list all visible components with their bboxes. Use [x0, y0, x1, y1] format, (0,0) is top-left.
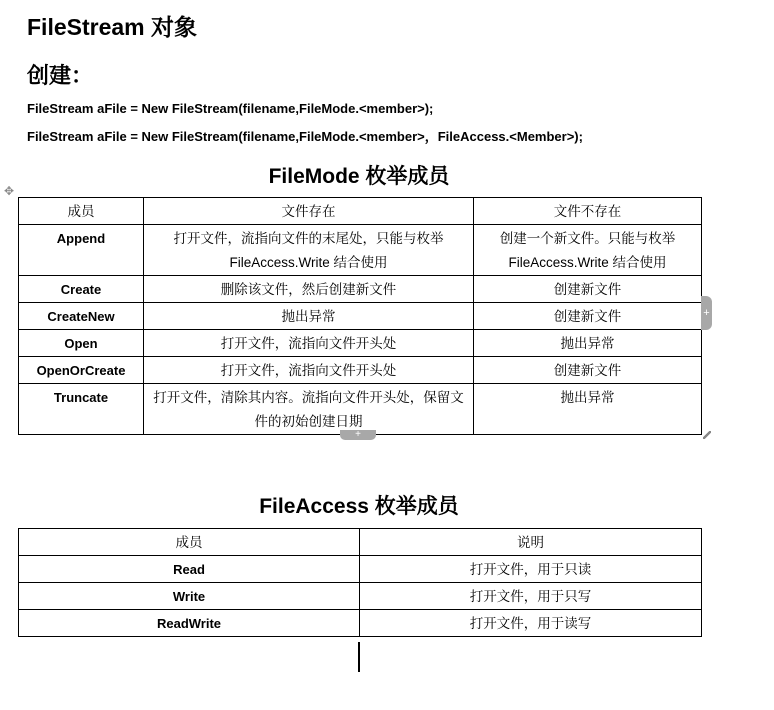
table-row [19, 225, 702, 276]
table-row [19, 330, 702, 357]
page-title: FileStream 对象 [27, 14, 197, 40]
table-row [19, 303, 702, 330]
member-cell: Open [19, 330, 144, 357]
fileaccess-table [18, 528, 702, 637]
not-exists-cell: 创建一个新文件。只能与枚举 FileAccess.Write 结合使用 [474, 225, 702, 276]
not-exists-cell: 创建新文件 [474, 276, 702, 303]
exists-cell: 打开文件，清除其内容。流指向文件开头处，保留文件的初始创建日期 [144, 384, 474, 435]
exists-cell: 打开文件，流指向文件开头处 [144, 330, 474, 357]
description-cell: 打开文件，用于只读 [360, 556, 702, 583]
member-cell: ReadWrite [19, 610, 360, 637]
exists-cell: 抛出异常 [144, 303, 474, 330]
add-row-plus-icon[interactable]: + [340, 430, 376, 440]
member-cell: Append [19, 225, 144, 276]
table-header-row [19, 198, 702, 225]
table-row [19, 556, 702, 583]
move-arrows-icon[interactable]: ✥ [4, 184, 15, 198]
member-cell: Read [19, 556, 360, 583]
header-cell: 文件存在 [144, 198, 474, 225]
exists-cell: 打开文件，流指向文件的末尾处，只能与枚举 FileAccess.Write 结合使用 [144, 225, 474, 276]
exists-cell: 删除该文件，然后创建新文件 [144, 276, 474, 303]
filemode-table [18, 197, 702, 435]
header-cell: 文件不存在 [474, 198, 702, 225]
section-heading: 创建： [27, 63, 94, 88]
header-cell: 成员 [19, 198, 144, 225]
member-cell: Write [19, 583, 360, 610]
fileaccess-caption: FileAccess 枚举成员 [259, 495, 459, 518]
table-row [19, 583, 702, 610]
code-line-2: FileStream aFile = New FileStream(filename,FileMode.<member>，FileAccess.<Member>); [27, 129, 583, 144]
header-cell: 成员 [19, 529, 360, 556]
not-exists-cell: 抛出异常 [474, 384, 702, 435]
member-cell: OpenOrCreate [19, 357, 144, 384]
table-row [19, 610, 702, 637]
text-cursor [358, 642, 360, 672]
filemode-caption: FileMode 枚举成员 [268, 165, 450, 188]
resize-handle-icon[interactable] [703, 431, 711, 439]
member-cell: CreateNew [19, 303, 144, 330]
table-header-row [19, 529, 702, 556]
table-row [19, 384, 702, 435]
not-exists-cell: 抛出异常 [474, 330, 702, 357]
member-cell: Create [19, 276, 144, 303]
table-row [19, 357, 702, 384]
description-cell: 打开文件，用于读写 [360, 610, 702, 637]
header-cell: 说明 [360, 529, 702, 556]
add-column-plus-icon[interactable]: + [701, 296, 712, 330]
member-cell: Truncate [19, 384, 144, 435]
exists-cell: 打开文件，流指向文件开头处 [144, 357, 474, 384]
code-line-1: FileStream aFile = New FileStream(filename,FileMode.<member>); [27, 101, 434, 116]
table-row [19, 276, 702, 303]
description-cell: 打开文件，用于只写 [360, 583, 702, 610]
not-exists-cell: 创建新文件 [474, 357, 702, 384]
not-exists-cell: 创建新文件 [474, 303, 702, 330]
